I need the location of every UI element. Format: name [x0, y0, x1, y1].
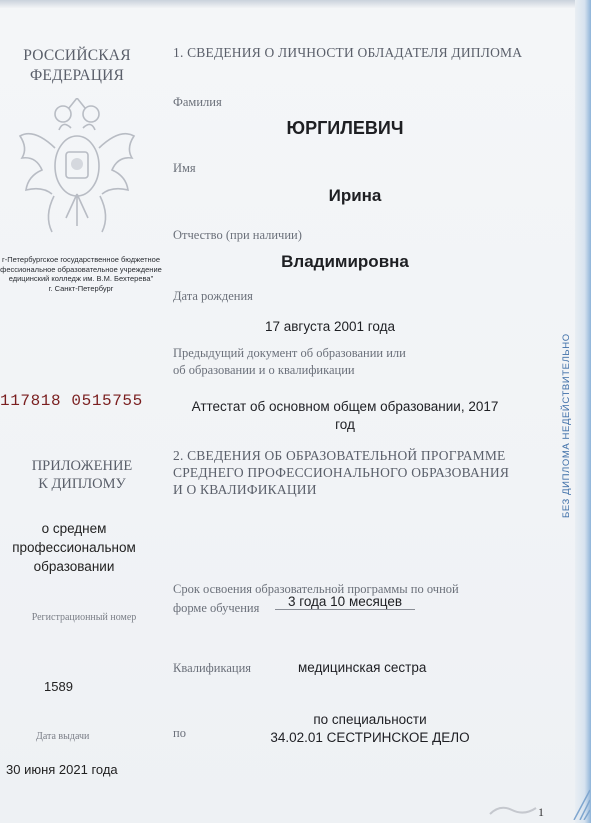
appendix-line-1: ПРИЛОЖЕНИЕ [31, 458, 133, 474]
section2-line-1: 2. СВЕДЕНИЯ ОБ ОБРАЗОВАТЕЛЬНОЙ ПРОГРАММЕ [173, 448, 506, 463]
study-term-value: 3 года 10 месяцев [275, 594, 415, 610]
name-label: Имя [173, 161, 196, 175]
surname-label: Фамилия [173, 95, 222, 109]
level-line-1: о среднем [41, 521, 107, 536]
term-label-line-1: Срок освоения образовательной программы по очной [173, 582, 459, 596]
dob-value: 17 августа 2001 года [264, 319, 396, 334]
institution-line-1: г-Петербургское государственное бюджетное [2, 255, 160, 264]
qualification-value: медицинская сестра [298, 660, 427, 675]
institution-line-3: едицинский колледж им. В.М. Бехтерева" [8, 274, 154, 283]
invalid-without-diploma-text: БЕЗ ДИПЛОМА НЕДЕЙСТВИТЕЛЬНО [561, 333, 572, 518]
faded-stamp-mark [488, 800, 538, 820]
specialty-value: 34.02.01 СЕСТРИНСКОЕ ДЕЛО [270, 730, 470, 745]
institution-line-2: фессиональное образовательное учреждение [0, 264, 162, 274]
patronymic-value: Владимировна [281, 252, 409, 271]
level-line-3: образовании [33, 559, 115, 574]
name-value: Ирина [328, 186, 382, 205]
surname-value: ЮРГИЛЕВИЧ [286, 118, 404, 138]
prev-doc-label-line-1: Предыдущий документ об образовании или [173, 346, 406, 360]
invalid-without-diploma-note [549, 330, 579, 520]
specialty [240, 711, 500, 747]
page-number: 1 [538, 805, 544, 819]
appendix-line-2: К ДИПЛОМУ [38, 476, 126, 492]
registration-label: Регистрационный номер [31, 612, 137, 623]
institution-name [0, 255, 166, 293]
section2-line-2: СРЕДНЕГО ПРОФЕССИОНАЛЬНОГО ОБРАЗОВАНИЯ [173, 465, 510, 480]
term-label-line-2: форме обучения [173, 601, 260, 615]
country-line-2: ФЕДЕРАЦИЯ [29, 67, 125, 84]
country-line-1: РОССИЙСКАЯ [23, 47, 131, 64]
corner-pattern [560, 770, 590, 820]
prev-doc-label-line-2: об образовании и о квалификации [173, 363, 355, 377]
dob-label: Дата рождения [173, 289, 253, 303]
appendix-title [22, 457, 142, 493]
specialty-prefix: по [173, 726, 186, 740]
section2-title [173, 447, 533, 498]
issue-date: 30 июня 2021 года [6, 762, 118, 777]
education-level [4, 519, 144, 576]
serial-number: 117818 0515755 [0, 392, 143, 410]
prev-doc-value-line-2: год [335, 417, 355, 432]
previous-document-label [173, 345, 453, 379]
section1-title: 1. СВЕДЕНИЯ О ЛИЧНОСТИ ОБЛАДАТЕЛЯ ДИПЛОМА [173, 45, 523, 60]
qualification-label: Квалификация [173, 661, 252, 675]
level-line-2: профессиональном [12, 540, 136, 555]
double-headed-eagle-emblem [14, 98, 140, 248]
top-shadow [0, 0, 591, 8]
patronymic-label: Отчество (при наличии) [173, 228, 302, 242]
country-title [18, 46, 136, 86]
issue-date-label: Дата выдачи [36, 731, 90, 742]
specialty-label: по специальности [313, 712, 427, 727]
previous-document-value [175, 398, 515, 434]
section2-line-3: И О КВАЛИФИКАЦИИ [173, 482, 317, 497]
registration-number: 1589 [44, 679, 73, 694]
institution-line-4: г. Санкт-Петербург [48, 283, 114, 293]
prev-doc-value-line-1: Аттестат об основном общем образовании, 2017 [191, 399, 499, 414]
